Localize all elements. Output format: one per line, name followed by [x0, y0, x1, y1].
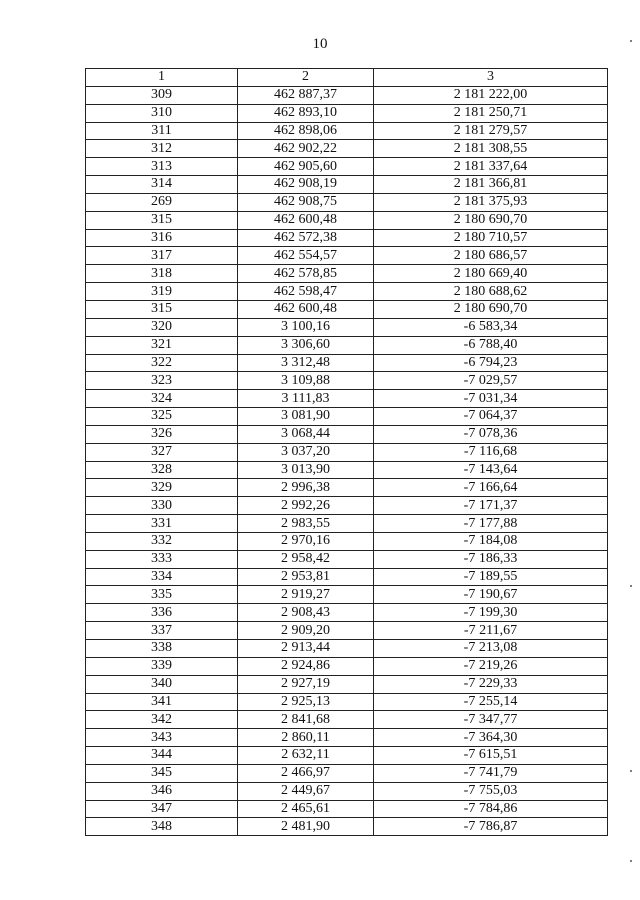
- y-coordinate-cell: -7 347,77: [374, 711, 608, 729]
- x-coordinate-cell: 462 554,57: [238, 247, 374, 265]
- x-coordinate-cell: 3 037,20: [238, 443, 374, 461]
- table-row: [86, 354, 608, 372]
- y-coordinate-cell: 2 180 710,57: [374, 229, 608, 247]
- x-coordinate-cell: 3 081,90: [238, 408, 374, 426]
- x-coordinate-cell: 2 924,86: [238, 657, 374, 675]
- x-coordinate-cell: 2 925,13: [238, 693, 374, 711]
- point-number-cell: 322: [86, 354, 238, 372]
- point-number-cell: 326: [86, 425, 238, 443]
- y-coordinate-cell: 2 181 308,55: [374, 140, 608, 158]
- x-coordinate-cell: 462 572,38: [238, 229, 374, 247]
- point-number-cell: 347: [86, 800, 238, 818]
- point-number-cell: 312: [86, 140, 238, 158]
- point-number-cell: 315: [86, 211, 238, 229]
- table-row: [86, 818, 608, 836]
- y-coordinate-cell: -7 755,03: [374, 782, 608, 800]
- x-coordinate-cell: 2 632,11: [238, 747, 374, 765]
- y-coordinate-cell: 2 181 375,93: [374, 193, 608, 211]
- table-row: [86, 764, 608, 782]
- y-coordinate-cell: -7 199,30: [374, 604, 608, 622]
- point-number-cell: 340: [86, 675, 238, 693]
- point-number-cell: 331: [86, 515, 238, 533]
- y-coordinate-cell: -7 741,79: [374, 764, 608, 782]
- x-coordinate-cell: 462 600,48: [238, 300, 374, 318]
- y-coordinate-cell: 2 180 688,62: [374, 283, 608, 301]
- y-coordinate-cell: 2 180 690,70: [374, 211, 608, 229]
- x-coordinate-cell: 2 913,44: [238, 640, 374, 658]
- x-coordinate-cell: 2 958,42: [238, 550, 374, 568]
- column-header: 3: [374, 69, 608, 87]
- table-row: [86, 140, 608, 158]
- x-coordinate-cell: 2 983,55: [238, 515, 374, 533]
- x-coordinate-cell: 462 902,22: [238, 140, 374, 158]
- y-coordinate-cell: -7 166,64: [374, 479, 608, 497]
- table-row: [86, 158, 608, 176]
- y-coordinate-cell: -7 189,55: [374, 568, 608, 586]
- table-row: [86, 336, 608, 354]
- column-header: 2: [238, 69, 374, 87]
- table-row: [86, 300, 608, 318]
- table-row: [86, 604, 608, 622]
- y-coordinate-cell: -6 794,23: [374, 354, 608, 372]
- x-coordinate-cell: 462 908,19: [238, 176, 374, 194]
- table-row: [86, 265, 608, 283]
- point-number-cell: 343: [86, 729, 238, 747]
- point-number-cell: 313: [86, 158, 238, 176]
- y-coordinate-cell: -7 786,87: [374, 818, 608, 836]
- x-coordinate-cell: 3 013,90: [238, 461, 374, 479]
- x-coordinate-cell: 462 887,37: [238, 86, 374, 104]
- y-coordinate-cell: -7 029,57: [374, 372, 608, 390]
- y-coordinate-cell: 2 181 366,81: [374, 176, 608, 194]
- point-number-cell: 339: [86, 657, 238, 675]
- y-coordinate-cell: -7 229,33: [374, 675, 608, 693]
- coordinates-table: [85, 68, 608, 836]
- x-coordinate-cell: 462 908,75: [238, 193, 374, 211]
- y-coordinate-cell: 2 181 337,64: [374, 158, 608, 176]
- point-number-cell: 346: [86, 782, 238, 800]
- point-number-cell: 327: [86, 443, 238, 461]
- x-coordinate-cell: 462 893,10: [238, 104, 374, 122]
- y-coordinate-cell: -7 143,64: [374, 461, 608, 479]
- x-coordinate-cell: 3 109,88: [238, 372, 374, 390]
- table-row: [86, 693, 608, 711]
- x-coordinate-cell: 462 905,60: [238, 158, 374, 176]
- table-row: [86, 247, 608, 265]
- table-row: [86, 657, 608, 675]
- page-number: 10: [312, 36, 328, 52]
- table-header-row: [86, 69, 608, 87]
- table-row: [86, 408, 608, 426]
- table-row: [86, 372, 608, 390]
- table-row: [86, 800, 608, 818]
- x-coordinate-cell: 3 111,83: [238, 390, 374, 408]
- point-number-cell: 336: [86, 604, 238, 622]
- point-number-cell: 334: [86, 568, 238, 586]
- y-coordinate-cell: -7 213,08: [374, 640, 608, 658]
- point-number-cell: 338: [86, 640, 238, 658]
- table-row: [86, 104, 608, 122]
- point-number-cell: 309: [86, 86, 238, 104]
- point-number-cell: 316: [86, 229, 238, 247]
- table-row: [86, 550, 608, 568]
- x-coordinate-cell: 2 481,90: [238, 818, 374, 836]
- scan-speck: [630, 40, 632, 42]
- y-coordinate-cell: 2 180 690,70: [374, 300, 608, 318]
- y-coordinate-cell: -7 116,68: [374, 443, 608, 461]
- table-row: [86, 729, 608, 747]
- table-row: [86, 640, 608, 658]
- table-row: [86, 568, 608, 586]
- y-coordinate-cell: 2 181 222,00: [374, 86, 608, 104]
- x-coordinate-cell: 2 908,43: [238, 604, 374, 622]
- x-coordinate-cell: 2 927,19: [238, 675, 374, 693]
- y-coordinate-cell: -7 190,67: [374, 586, 608, 604]
- table-row: [86, 532, 608, 550]
- x-coordinate-cell: 2 841,68: [238, 711, 374, 729]
- point-number-cell: 318: [86, 265, 238, 283]
- x-coordinate-cell: 462 598,47: [238, 283, 374, 301]
- x-coordinate-cell: 462 578,85: [238, 265, 374, 283]
- point-number-cell: 315: [86, 300, 238, 318]
- y-coordinate-cell: -6 788,40: [374, 336, 608, 354]
- y-coordinate-cell: 2 180 686,57: [374, 247, 608, 265]
- table-row: [86, 622, 608, 640]
- point-number-cell: 319: [86, 283, 238, 301]
- point-number-cell: 311: [86, 122, 238, 140]
- y-coordinate-cell: -7 364,30: [374, 729, 608, 747]
- y-coordinate-cell: -7 211,67: [374, 622, 608, 640]
- point-number-cell: 335: [86, 586, 238, 604]
- table-row: [86, 390, 608, 408]
- point-number-cell: 328: [86, 461, 238, 479]
- x-coordinate-cell: 2 909,20: [238, 622, 374, 640]
- x-coordinate-cell: 2 970,16: [238, 532, 374, 550]
- table-row: [86, 586, 608, 604]
- point-number-cell: 324: [86, 390, 238, 408]
- table-row: [86, 193, 608, 211]
- y-coordinate-cell: -7 031,34: [374, 390, 608, 408]
- point-number-cell: 314: [86, 176, 238, 194]
- point-number-cell: 330: [86, 497, 238, 515]
- x-coordinate-cell: 3 306,60: [238, 336, 374, 354]
- table-row: [86, 497, 608, 515]
- x-coordinate-cell: 2 860,11: [238, 729, 374, 747]
- table-row: [86, 425, 608, 443]
- x-coordinate-cell: 462 898,06: [238, 122, 374, 140]
- point-number-cell: 332: [86, 532, 238, 550]
- x-coordinate-cell: 2 449,67: [238, 782, 374, 800]
- y-coordinate-cell: -6 583,34: [374, 318, 608, 336]
- table-row: [86, 229, 608, 247]
- table-row: [86, 479, 608, 497]
- point-number-cell: 329: [86, 479, 238, 497]
- table-row: [86, 318, 608, 336]
- x-coordinate-cell: 3 100,16: [238, 318, 374, 336]
- point-number-cell: 317: [86, 247, 238, 265]
- column-header: 1: [86, 69, 238, 87]
- y-coordinate-cell: -7 219,26: [374, 657, 608, 675]
- y-coordinate-cell: -7 064,37: [374, 408, 608, 426]
- y-coordinate-cell: -7 186,33: [374, 550, 608, 568]
- point-number-cell: 345: [86, 764, 238, 782]
- table-row: [86, 176, 608, 194]
- point-number-cell: 321: [86, 336, 238, 354]
- y-coordinate-cell: -7 078,36: [374, 425, 608, 443]
- scan-speck: [630, 860, 632, 862]
- table-row: [86, 283, 608, 301]
- point-number-cell: 323: [86, 372, 238, 390]
- point-number-cell: 341: [86, 693, 238, 711]
- x-coordinate-cell: 2 919,27: [238, 586, 374, 604]
- scan-speck: [630, 770, 632, 772]
- point-number-cell: 348: [86, 818, 238, 836]
- y-coordinate-cell: 2 181 279,57: [374, 122, 608, 140]
- point-number-cell: 320: [86, 318, 238, 336]
- table-row: [86, 86, 608, 104]
- scan-speck: [630, 585, 632, 587]
- y-coordinate-cell: 2 180 669,40: [374, 265, 608, 283]
- point-number-cell: 344: [86, 747, 238, 765]
- table-body: [86, 86, 608, 835]
- table-row: [86, 443, 608, 461]
- x-coordinate-cell: 2 953,81: [238, 568, 374, 586]
- point-number-cell: 310: [86, 104, 238, 122]
- y-coordinate-cell: -7 255,14: [374, 693, 608, 711]
- x-coordinate-cell: 3 068,44: [238, 425, 374, 443]
- x-coordinate-cell: 3 312,48: [238, 354, 374, 372]
- x-coordinate-cell: 462 600,48: [238, 211, 374, 229]
- point-number-cell: 333: [86, 550, 238, 568]
- point-number-cell: 269: [86, 193, 238, 211]
- y-coordinate-cell: 2 181 250,71: [374, 104, 608, 122]
- table-row: [86, 461, 608, 479]
- point-number-cell: 337: [86, 622, 238, 640]
- x-coordinate-cell: 2 992,26: [238, 497, 374, 515]
- table-row: [86, 782, 608, 800]
- point-number-cell: 325: [86, 408, 238, 426]
- y-coordinate-cell: -7 784,86: [374, 800, 608, 818]
- point-number-cell: 342: [86, 711, 238, 729]
- x-coordinate-cell: 2 996,38: [238, 479, 374, 497]
- table-row: [86, 515, 608, 533]
- x-coordinate-cell: 2 465,61: [238, 800, 374, 818]
- x-coordinate-cell: 2 466,97: [238, 764, 374, 782]
- y-coordinate-cell: -7 171,37: [374, 497, 608, 515]
- y-coordinate-cell: -7 177,88: [374, 515, 608, 533]
- table-row: [86, 211, 608, 229]
- table-row: [86, 122, 608, 140]
- table-row: [86, 711, 608, 729]
- table-row: [86, 675, 608, 693]
- y-coordinate-cell: -7 184,08: [374, 532, 608, 550]
- table-row: [86, 747, 608, 765]
- y-coordinate-cell: -7 615,51: [374, 747, 608, 765]
